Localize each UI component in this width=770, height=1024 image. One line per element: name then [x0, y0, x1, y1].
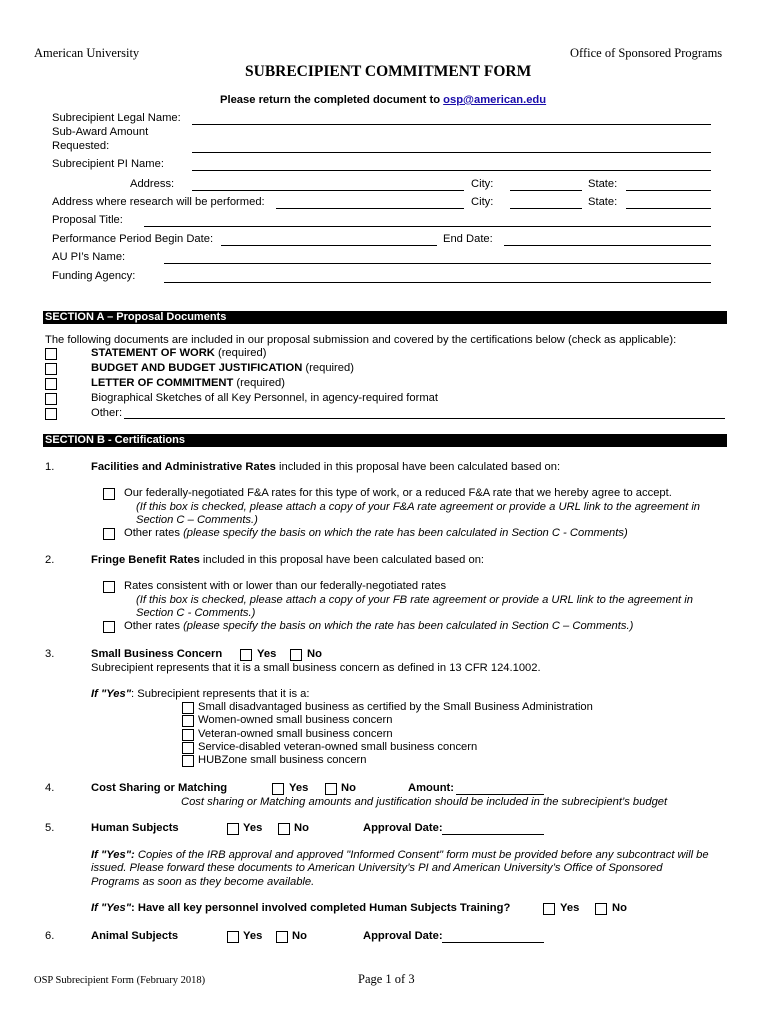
begin-date-label: Performance Period Begin Date:: [52, 233, 214, 245]
q1-opt1: Our federally-negotiated F&A rates for this type of work, or a reduced F&A rate that we hereby agree to accept.: [124, 487, 672, 499]
q5-note1: If "Yes": Copies of the IRB approval and approved "Informed Consent" form must be provided before any subcontract will be: [91, 849, 709, 861]
biosketch-checkbox[interactable]: [45, 393, 57, 405]
q1-text: Facilities and Administrative Rates included in this proposal have been calculated based on:: [91, 461, 561, 473]
q5-training-yes-checkbox[interactable]: [543, 903, 555, 915]
office-name: Office of Sponsored Programs: [570, 46, 723, 60]
form-id: OSP Subrecipient Form (February 2018): [34, 975, 206, 986]
q6-title: Animal Subjects: [91, 930, 179, 942]
q4-no-checkbox[interactable]: [325, 783, 337, 795]
funding-agency-label: Funding Agency:: [52, 270, 136, 282]
q2-opt2: Other rates (please specify the basis on which the rate has been calculated in Section C – Comments.): [124, 620, 634, 632]
q3-option-checkbox[interactable]: [182, 702, 194, 714]
pi-name-label: Subrecipient PI Name:: [52, 158, 164, 170]
funding-agency-field[interactable]: [164, 282, 711, 283]
q5-training-question: If "Yes": Have all key personnel involved completed Human Subjects Training?: [91, 902, 511, 914]
q3-option-checkbox[interactable]: [182, 755, 194, 767]
q3-no-label: No: [307, 648, 322, 660]
q4-yes-label: Yes: [289, 782, 309, 794]
section-a-item: LETTER OF COMMITMENT (required): [91, 377, 285, 389]
au-pi-label: AU PI’s Name:: [52, 251, 126, 263]
section-a-intro: The following documents are included in our proposal submission and covered by the certifications below (check as applicable):: [45, 334, 677, 346]
q4-yes-checkbox[interactable]: [272, 783, 284, 795]
budget-checkbox[interactable]: [45, 363, 57, 375]
q2-opt1-note1: (If this box is checked, please attach a copy of your FB rate agreement or provide a URL link to the agreement in: [136, 594, 693, 606]
section-a-item: STATEMENT OF WORK (required): [91, 347, 267, 359]
begin-date-field[interactable]: [221, 245, 437, 246]
q4-amount-field[interactable]: [456, 794, 544, 795]
return-instructions: [220, 94, 546, 106]
university-name: American University: [34, 46, 140, 60]
q3-description: Subrecipient represents that it is a small business concern as defined in 13 CFR 124.1002.: [91, 662, 541, 674]
address-field[interactable]: [192, 190, 464, 191]
q2-opt1: Rates consistent with or lower than our federally-negotiated rates: [124, 580, 447, 592]
section-a-header: [43, 311, 727, 324]
q5-note3: Programs as soon as they become available.: [91, 876, 315, 888]
q3-if-yes: If "Yes": Subrecipient represents that it is a:: [91, 688, 310, 700]
section-a-item: BUDGET AND BUDGET JUSTIFICATION (required): [91, 362, 354, 374]
q3-option-checkbox[interactable]: [182, 742, 194, 754]
q3-option-label: Women-owned small business concern: [198, 714, 393, 726]
q1-opt2: Other rates (please specify the basis on which the rate has been calculated in Section C - Comments): [124, 527, 628, 539]
address-label: Address:: [130, 178, 175, 190]
research-address-field[interactable]: [276, 208, 464, 209]
q5-no-label: No: [294, 822, 309, 834]
q2-number: 2.: [45, 554, 55, 566]
state-label: State:: [588, 178, 618, 190]
state2-label: State:: [588, 196, 618, 208]
q5-yes-checkbox[interactable]: [227, 823, 239, 835]
q5-training-no-checkbox[interactable]: [595, 903, 607, 915]
q6-no-checkbox[interactable]: [276, 931, 288, 943]
q2-negotiated-checkbox[interactable]: [103, 581, 115, 593]
sow-checkbox[interactable]: [45, 348, 57, 360]
q6-yes-label: Yes: [243, 930, 263, 942]
q1-other-checkbox[interactable]: [103, 528, 115, 540]
city-field[interactable]: [510, 190, 582, 191]
q2-other-checkbox[interactable]: [103, 621, 115, 633]
q2-text: Fringe Benefit Rates included in this proposal have been calculated based on:: [91, 554, 485, 566]
q3-option-checkbox[interactable]: [182, 715, 194, 727]
q4-number: 4.: [45, 782, 55, 794]
proposal-title-field[interactable]: [144, 226, 711, 227]
page-number: Page 1 of 3: [358, 972, 415, 986]
legal-name-field[interactable]: [192, 124, 711, 125]
city-label: City:: [471, 178, 494, 190]
end-date-label: End Date:: [443, 233, 493, 245]
form-title: SUBRECIPIENT COMMITMENT FORM: [245, 63, 532, 80]
q3-title: Small Business Concern: [91, 648, 223, 660]
q5-no-checkbox[interactable]: [278, 823, 290, 835]
subaward-label-1: Sub-Award Amount: [52, 126, 149, 138]
q3-option-label: Small disadvantaged business as certified by the Small Business Administration: [198, 701, 593, 713]
letter-checkbox[interactable]: [45, 378, 57, 390]
state-field[interactable]: [626, 190, 711, 191]
city2-field[interactable]: [510, 208, 582, 209]
q4-note: Cost sharing or Matching amounts and justification should be included in the subrecipient’s budget: [181, 796, 668, 808]
legal-name-label: Subrecipient Legal Name:: [52, 112, 181, 124]
q6-approval-label: Approval Date:: [363, 930, 443, 942]
q5-yes-label: Yes: [243, 822, 263, 834]
q2-opt1-note2: Section C - Comments.): [136, 607, 256, 619]
other-field[interactable]: [124, 418, 725, 419]
other-checkbox[interactable]: [45, 408, 57, 420]
subaward-label-2: Requested:: [52, 140, 110, 152]
q3-number: 3.: [45, 648, 55, 660]
q3-yes-label: Yes: [257, 648, 277, 660]
q4-amount-label: Amount:: [408, 782, 454, 794]
city2-label: City:: [471, 196, 494, 208]
section-a-item: Other:: [91, 407, 123, 419]
q3-yes-checkbox[interactable]: [240, 649, 252, 661]
section-b-title: SECTION B - Certifications: [45, 434, 185, 446]
q4-no-label: No: [341, 782, 356, 794]
q5-training-yes-label: Yes: [560, 902, 580, 914]
research-address-label: Address where research will be performed:: [52, 196, 265, 208]
q3-option-label: HUBZone small business concern: [198, 754, 367, 766]
section-b-header: [43, 434, 727, 447]
subaward-amount-field[interactable]: [192, 152, 711, 153]
state2-field[interactable]: [626, 208, 711, 209]
email-link[interactable]: osp@american.edu: [443, 94, 547, 106]
q5-approval-label: Approval Date:: [363, 822, 443, 834]
q1-negotiated-checkbox[interactable]: [103, 488, 115, 500]
q3-option-label: Veteran-owned small business concern: [198, 728, 393, 740]
q3-option-checkbox[interactable]: [182, 729, 194, 741]
q5-approval-field[interactable]: [442, 834, 544, 835]
q6-yes-checkbox[interactable]: [227, 931, 239, 943]
q6-approval-field[interactable]: [442, 942, 544, 943]
section-a-title: SECTION A – Proposal Documents: [45, 311, 227, 323]
q5-note2: issued. Please forward these documents to American University’s PI and American University’s Office of Sponsored: [91, 862, 663, 874]
return-text: Please return the completed document to: [220, 94, 444, 106]
q5-number: 5.: [45, 822, 55, 834]
pi-name-field[interactable]: [192, 170, 711, 171]
q5-training-no-label: No: [612, 902, 627, 914]
q6-number: 6.: [45, 930, 55, 942]
q5-title: Human Subjects: [91, 822, 179, 834]
q1-number: 1.: [45, 461, 55, 473]
q6-no-label: No: [292, 930, 307, 942]
section-a-item: Biographical Sketches of all Key Personnel, in agency-required format: [91, 392, 438, 404]
q1-opt1-note1: (If this box is checked, please attach a copy of your F&A rate agreement or provide a URL link to the agreement in: [136, 501, 701, 513]
proposal-title-label: Proposal Title:: [52, 214, 123, 226]
q4-title: Cost Sharing or Matching: [91, 782, 228, 794]
end-date-field[interactable]: [504, 245, 711, 246]
q3-option-label: Service-disabled veteran-owned small business concern: [198, 741, 478, 753]
q3-no-checkbox[interactable]: [290, 649, 302, 661]
q1-opt1-note2: Section C – Comments.): [136, 514, 258, 526]
au-pi-field[interactable]: [164, 263, 711, 264]
